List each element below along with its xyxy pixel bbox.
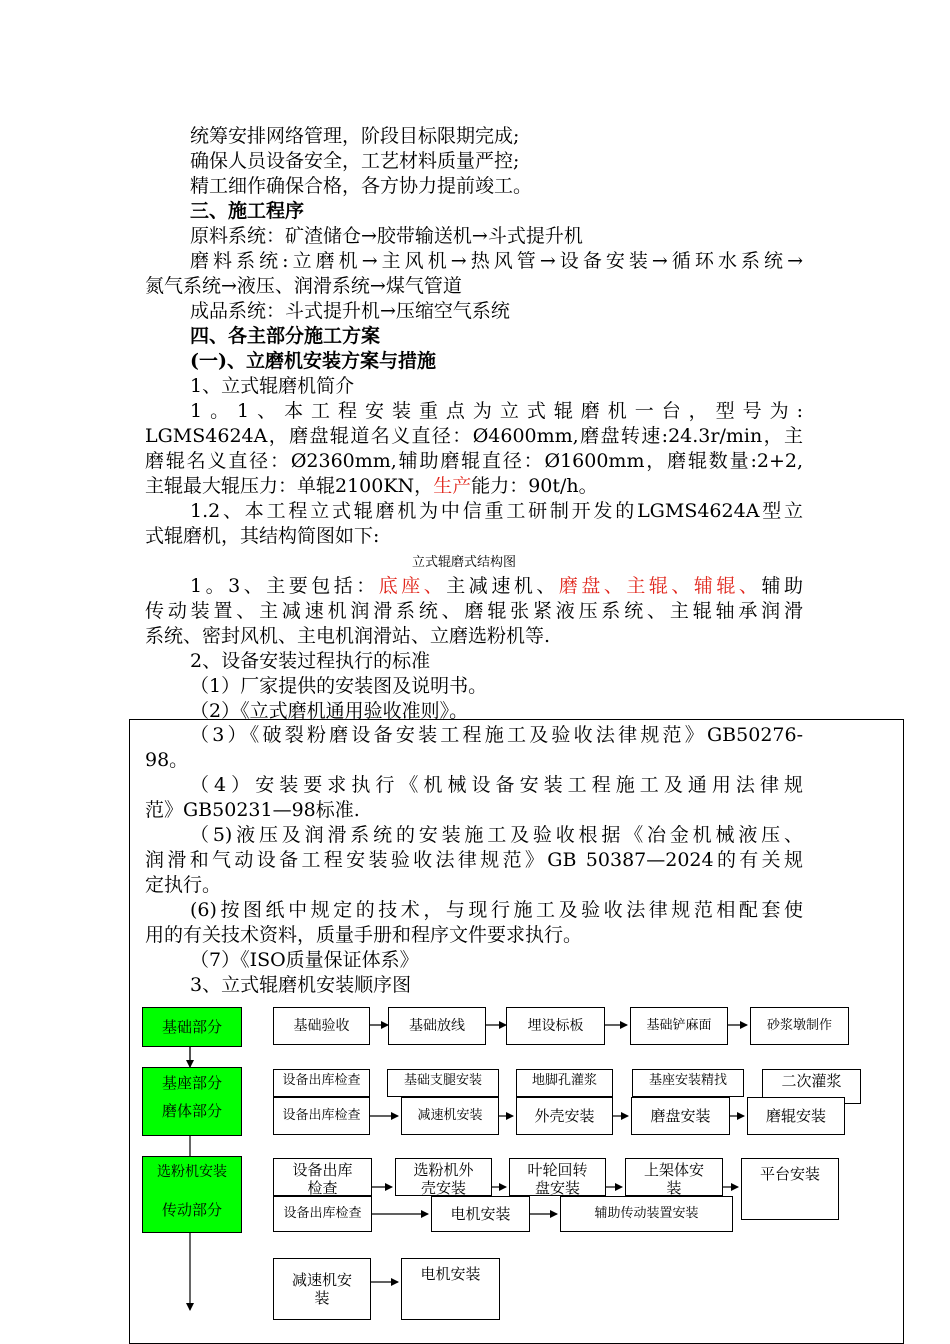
text-line: 定执行。 [145,874,222,896]
text-line: （7）《ISO质量保证体系》 [190,949,419,971]
text-line: 润滑和气动设备工程安装验收法律规范》GB 50387—2024的有关规 [145,849,803,871]
subsection-heading: (一)、立磨机安装方案与措施 [190,350,436,372]
text-line: （4）安装要求执行《机械设备安装工程施工及通用法律规 [190,774,803,796]
text-line: (6)按图纸中规定的技术，与现行施工及验收法律规范相配套使 [190,899,803,921]
step-equipment-check-3: 设备出库检查 [273,1097,370,1135]
text-line: 1。1、本工程安装重点为立式辊磨机一台，型号为: [190,400,803,422]
step-reducer-install-2: 减速机安装 [273,1258,371,1320]
section-heading-4: 四、各主部分施工方案 [190,325,381,347]
step-disc-install: 磨盘安装 [631,1097,730,1135]
step-platform: 平台安装 [741,1158,839,1220]
text-line: 确保人员设备安全，工艺材料质量严控; [190,150,520,172]
text-line: 原料系统：矿渣储仓→胶带输送机→斗式提升机 [190,225,583,247]
step-equipment-check-4: 设备出库检查 [273,1158,372,1196]
step-foundation-acceptance: 基础验收 [273,1007,370,1045]
phase-mill-body: 磨体部分 [161,1102,222,1120]
text-line: 1、立式辊磨机简介 [190,375,355,397]
text-line: （5)液压及润滑系统的安装施工及验收根据《冶金机械液压、 [190,824,803,846]
step-base-alignment: 基座安装精找 [632,1069,744,1097]
text-line: LGMS4624A，磨盘辊道名义直径：Ø4600mm,磨盘转速:24.3r/min，主 [145,425,803,447]
text-line: 磨料系统:立磨机→主风机→热风管→设备安装→循环水系统→ [190,250,803,272]
text-line: 成品系统：斗式提升机→压缩空气系统 [190,300,510,322]
text-line: 1.2、本工程立式辊磨机为中信重工研制开发的LGMS4624A型立 [190,500,803,522]
text-line: 氮气系统→液压、润滑系统→煤气管道 [145,275,462,297]
text-line: 用的有关技术资料，质量手册和程序文件要求执行。 [145,924,583,946]
highlight-text: 磨盘、主辊、辅辊、 [558,575,762,597]
text-line: 系统、密封风机、主电机润滑站、立磨选粉机等. [145,625,551,647]
step-secondary-grouting: 二次灌浆 [762,1069,861,1104]
step-upper-frame: 上架体安装 [625,1158,723,1196]
text-line: 2、设备安装过程执行的标准 [190,650,431,672]
step-rotor-disc: 叶轮回转盘安装 [509,1158,606,1196]
highlight-text: 生产 [433,475,472,497]
step-reducer-install: 减速机安装 [401,1097,499,1135]
phase-base-and-body [142,1067,242,1136]
phase-drive: 传动部分 [161,1201,222,1219]
text-line: 磨辊名义直径：Ø2360mm,辅助磨辊直径：Ø1600mm，磨辊数量:2+2, [145,450,803,472]
step-shell-install: 外壳安装 [516,1097,613,1135]
step-equipment-check-5: 设备出库检查 [273,1196,372,1232]
figure-caption: 立式辊磨式结构图 [412,555,517,570]
phase-base: 基座部分 [161,1074,222,1092]
step-motor-install-2: 电机安装 [401,1258,500,1320]
text-line: 1。3、主要包括：底座、主减速机、磨盘、主辊、辅辊、辅助 [190,575,803,597]
phase-classifier: 选粉机安装 [157,1164,227,1180]
text-line: 式辊磨机，其结构简图如下: [145,525,380,547]
step-equipment-check-2: 设备出库检查 [273,1069,370,1097]
text-line: 98。 [145,749,189,771]
step-support-legs: 基础支腿安装 [387,1069,499,1097]
text-line: 统筹安排网络管理，阶段目标限期完成; [190,125,520,147]
step-roughen-surface: 基础铲麻面 [630,1007,728,1045]
step-foundation-layout: 基础放线 [388,1007,486,1045]
phase-classifier-and-drive [142,1156,242,1233]
text-line: 传动装置、主减速机润滑系统、磨辊张紧液压系统、主辊轴承润滑 [145,600,803,622]
text-line: 主辊最大辊压力：单辊2100KN，生产能力：90t/h。 [145,475,598,497]
step-roller-install: 磨辊安装 [747,1097,845,1135]
text-line: （3）《破裂粉磨设备安装工程施工及验收法律规范》GB50276- [190,724,803,746]
step-mortar-pads: 砂浆墩制作 [750,1007,849,1045]
step-classifier-shell: 选粉机外壳安装 [395,1158,492,1196]
text-line: 精工细作确保合格，各方协力提前竣工。 [190,175,533,197]
step-embed-benchmark: 埋设标板 [506,1007,605,1045]
step-motor-install: 电机安装 [431,1196,530,1232]
text-line: 3、立式辊磨机安装顺序图 [190,974,412,996]
text-line: （2）《立式磨机通用验收准则》。 [190,700,469,722]
phase-foundation: 基础部分 [142,1007,242,1047]
step-aux-drive-install: 辅助传动装置安装 [560,1196,733,1232]
text-line: （1）厂家提供的安装图及说明书。 [190,675,488,697]
text-line: 范》GB50231—98标准. [145,799,360,821]
highlight-text: 底座、 [378,575,447,597]
step-anchor-grouting: 地脚孔灌浆 [516,1069,613,1097]
section-heading-3: 三、施工程序 [190,200,305,222]
